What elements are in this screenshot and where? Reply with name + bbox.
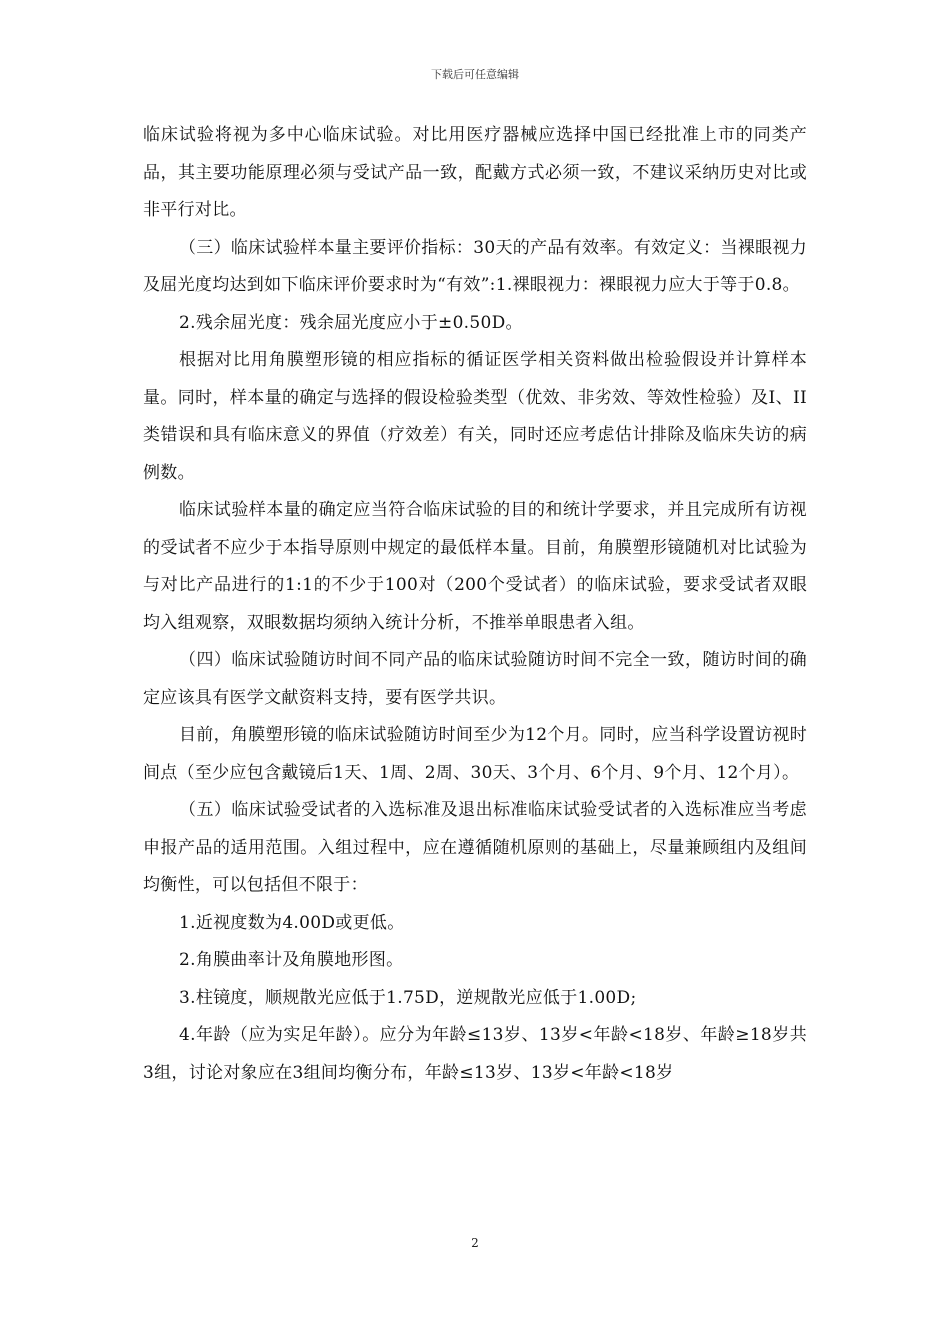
page-header: 下载后可任意编辑 [431,68,519,81]
list-item: 3.柱镜度，顺规散光应低于1.75D，逆规散光应低于1.00D; [179,987,637,1008]
list-item: 1.近视度数为4.00D或更低。 [179,912,405,933]
paragraph: （四）临床试验随访时间不同产品的临床试验随访时间不完全一致，随访时间的确定应该具有医学文献资料支持，要有医学共识。 [143,650,807,708]
paragraph: 目前，角膜塑形镜的临床试验随访时间至少为12个月。同时，应当科学设置访视时间点（至少应包含戴镜后1天、1周、2周、30天、3个月、6个月、9个月、12个月）。 [143,725,807,783]
document-body [143,117,807,1092]
page-number: 2 [471,1236,479,1250]
paragraph: 临床试验样本量的确定应当符合临床试验的目的和统计学要求，并且完成所有访视的受试者不应少于本指导原则中规定的最低样本量。目前，角膜塑形镜随机对比试验为与对比产品进行的1:1的不少于100对（200个受试者）的临床试验，要求受试者双眼均入组观察，双眼数据均须纳入统计分析，不推举单眼患者入组。 [143,500,807,633]
paragraph: （五）临床试验受试者的入选标准及退出标准临床试验受试者的入选标准应当考虑申报产品的适用范围。入组过程中，应在遵循随机原则的基础上，尽量兼顾组内及组间均衡性，可以包括但不限于： [143,800,807,895]
paragraph: 根据对比用角膜塑形镜的相应指标的循证医学相关资料做出检验假设并计算样本量。同时，样本量的确定与选择的假设检验类型（优效、非劣效、等效性检验）及I、II类错误和具有临床意义的界值（疗效差）有关，同时还应考虑估计排除及临床失访的病例数。 [143,350,807,483]
list-item: 2.角膜曲率计及角膜地形图。 [179,950,404,970]
paragraph: 2.残余屈光度：残余屈光度应小于±0.50D。 [179,312,523,333]
paragraph: 临床试验将视为多中心临床试验。对比用医疗器械应选择中国已经批准上市的同类产品，其主要功能原理必须与受试产品一致，配戴方式必须一致，不建议采纳历史对比或非平行对比。 [143,125,807,220]
paragraph: （三）临床试验样本量主要评价指标：30天的产品有效率。有效定义：当裸眼视力及屈光度均达到如下临床评价要求时为“有效”:1.裸眼视力：裸眼视力应大于等于0.8。 [143,237,807,295]
list-item: 4.年龄（应为实足年龄）。应分为年龄≤13岁、13岁<年龄<18岁、年龄≥18岁共3组，讨论对象应在3组间均衡分布，年龄≤13岁、13岁<年龄<18岁 [143,1025,807,1083]
